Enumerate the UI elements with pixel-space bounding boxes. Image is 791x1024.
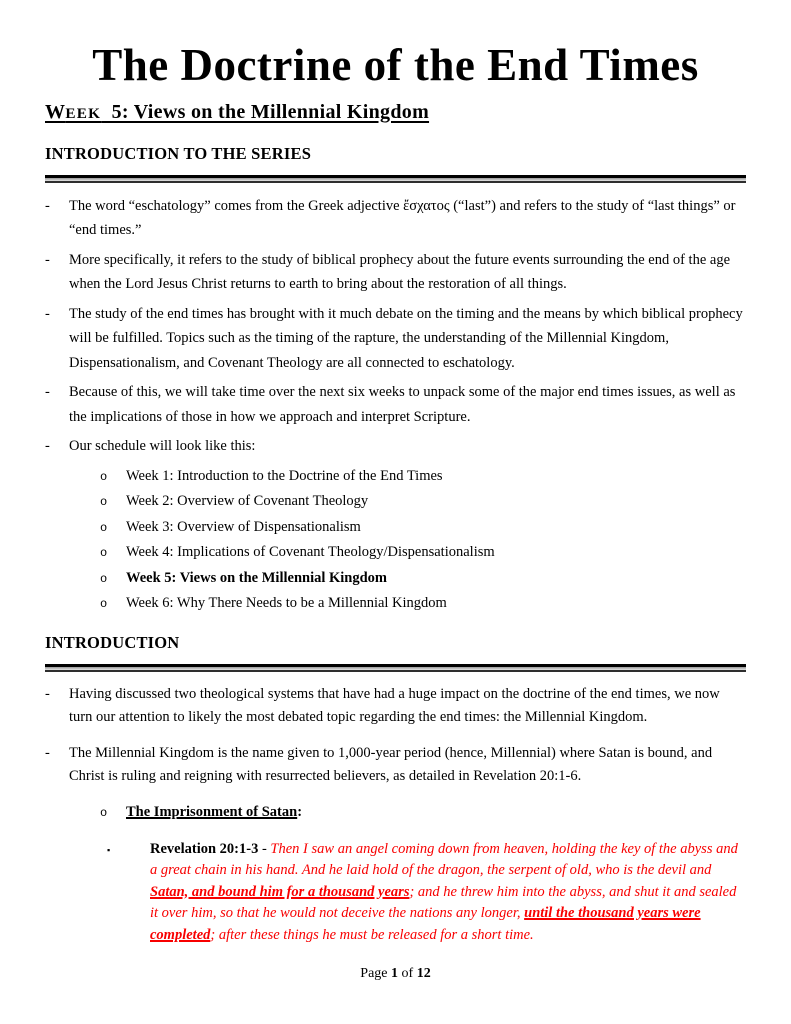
subheading-text: The Imprisonment of Satan:: [126, 803, 303, 820]
schedule-item: [45, 566, 746, 592]
schedule-item: [45, 540, 746, 566]
dash-bullet-marker: -: [45, 384, 50, 401]
circle-bullet-marker: o: [100, 597, 108, 612]
page-title: The Doctrine of the End Times: [92, 40, 699, 90]
bullet-text: The Millennial Kingdom is the name given to 1,000-year period (hence, Millennial) where Satan is bound, and Christ is ruling and reigning with resurrected believers, as detailed in Revelation 20:1-6.: [69, 744, 713, 784]
schedule-item-text: Week 4: Implications of Covenant Theology/Dispensationalism: [126, 544, 495, 561]
bullet-text: More specifically, it refers to the study of biblical prophecy about the future events surrounding the end of the age when the Lord Jesus Christ returns to earth to bring about the restoration of all things.: [69, 251, 731, 293]
bullet-text: Because of this, we will take time over the next six weeks to unpack some of the major end times issues, as well as the implications of those in how we approach and interpret Scripture.: [69, 384, 736, 425]
schedule-item: [45, 515, 746, 541]
section-heading-series: INTRODUCTION TO THE SERIES: [45, 143, 312, 163]
schedule-item-text: Week 6: Why There Needs to be a Millennial Kingdom: [126, 595, 447, 612]
section-introduction: [45, 633, 746, 947]
bullet-item: [45, 302, 746, 376]
week-heading: WEEK 5: Views on the Millennial Kingdom: [45, 100, 430, 123]
bullet-item: [45, 380, 746, 429]
bullet-item: [45, 742, 746, 788]
bullet-item: [45, 434, 746, 459]
circle-bullet-marker: o: [100, 520, 108, 535]
section-divider: [45, 664, 746, 672]
bullet-text: Having discussed two theological systems that have had a huge impact on the doctrine of the end times, we now turn our attention to likely the most debated topic regarding the end times: the Millennial Kingdom.: [69, 685, 720, 725]
scripture-quote-text: Revelation 20:1-3 - Then I saw an angel coming down from heaven, holding the key of the abyss and a great chain in his hand. And he laid hold of the dragon, the serpent of old, who is the devil and Satan, and bound him for a thousand years; and he threw him into the abyss, and shut it and sealed it over him, so that he would not deceive the nations any longer, until the thousand years were completed; after these things he must be released for a short time.: [150, 840, 738, 943]
bullet-text: Our schedule will look like this:: [69, 438, 256, 455]
schedule-item: [45, 464, 746, 490]
schedule-item-text: Week 3: Overview of Dispensationalism: [126, 518, 361, 535]
dash-bullet-marker: -: [45, 305, 50, 322]
circle-bullet-marker: o: [100, 805, 108, 820]
schedule-item: [45, 591, 746, 617]
schedule-item-text: Week 1: Introduction to the Doctrine of the End Times: [126, 467, 443, 484]
page-footer: Page 1 of 12: [360, 966, 431, 981]
dash-bullet-marker: -: [45, 744, 50, 761]
dash-bullet-marker: -: [45, 685, 50, 702]
schedule-item-text: Week 5: Views on the Millennial Kingdom: [126, 569, 388, 586]
dash-bullet-marker: -: [45, 197, 50, 214]
schedule-item: [45, 489, 746, 515]
section-series: [45, 144, 746, 617]
circle-bullet-marker: o: [100, 469, 108, 484]
subheading-imprisonment-of-satan: [45, 801, 746, 825]
circle-bullet-marker: o: [100, 546, 108, 561]
bullet-item: [45, 194, 746, 243]
bullet-item: [45, 248, 746, 297]
dash-bullet-marker: -: [45, 251, 50, 268]
bullet-item: [45, 683, 746, 729]
circle-bullet-marker: o: [100, 495, 108, 510]
section-divider: [45, 175, 746, 183]
schedule-item-text: Week 2: Overview of Covenant Theology: [126, 493, 369, 510]
dash-bullet-marker: -: [45, 438, 50, 455]
circle-bullet-marker: o: [100, 571, 108, 586]
bullet-text: The study of the end times has brought with it much debate on the timing and the means by which biblical prophecy will be fulfilled. Topics such as the timing of the rapture, the understanding of the Millennial Kingdom, Dispensationalism, and Covenant Theology are all connected to eschatology.: [69, 305, 743, 371]
square-bullet-marker: ▪: [107, 844, 111, 855]
section-heading-introduction: INTRODUCTION: [45, 632, 180, 652]
bullet-text: The word “eschatology” comes from the Greek adjective ἔσχατος (“last”) and refers to the study of “last things” or “end times.”: [69, 197, 736, 239]
scripture-quote: [45, 839, 746, 947]
